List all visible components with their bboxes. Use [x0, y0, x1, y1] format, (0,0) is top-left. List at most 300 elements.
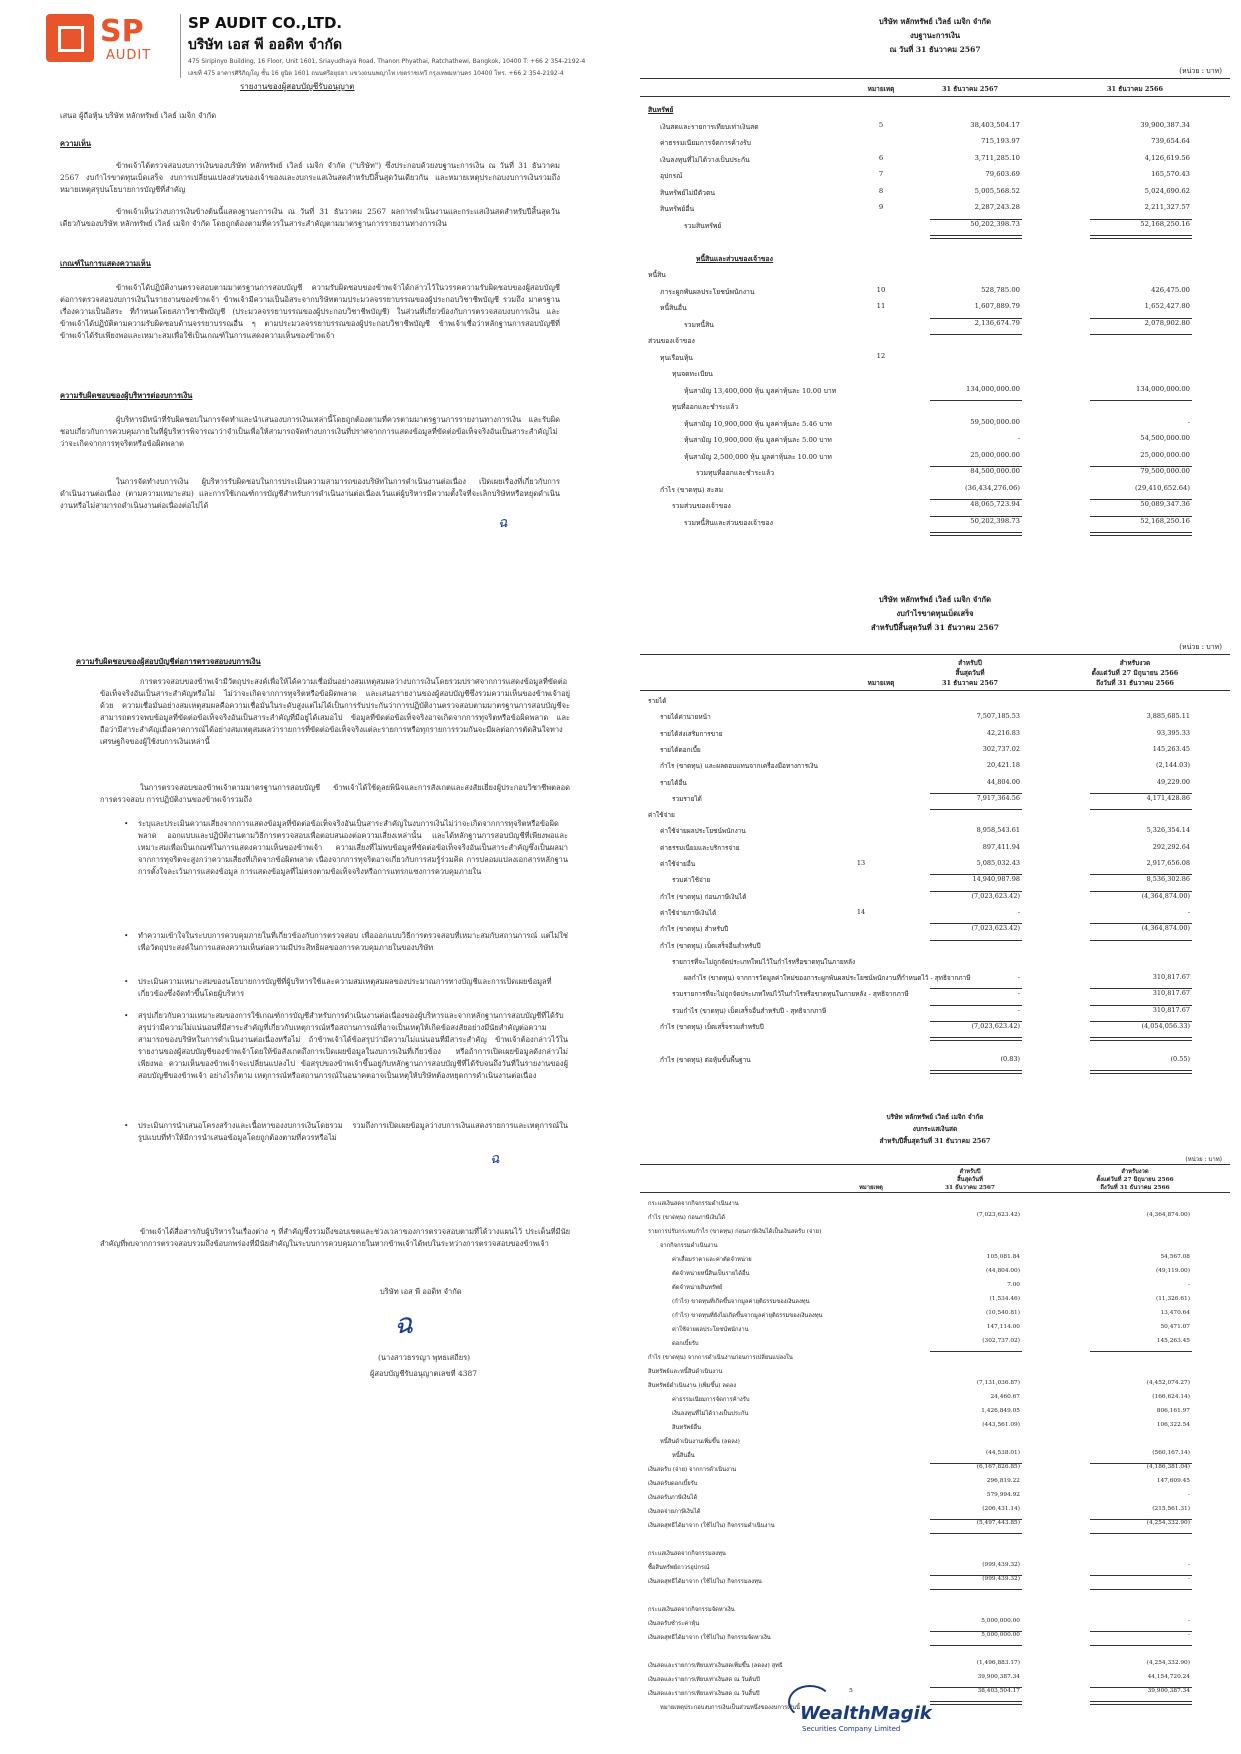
row-value-current: (7,023,623.42)	[971, 924, 1020, 933]
row-label: รวมส่วนของเจ้าของ	[672, 502, 731, 510]
row-value-prior: 147,609.45	[1156, 1478, 1190, 1484]
row-note: 12	[876, 351, 886, 360]
paragraph-opinion-1: ข้าพเจ้าได้ตรวจสอบงบการเงินของบริษัท หลักทรัพย์ เวิลธ์ เมจิก จำกัด ("บริษัท") ซึ่งประกอบด้วยงบฐานะการเงิน ณ วันที่ 31 ธันวาคม 2567 งบกำไรขาดทุนเบ็ดเสร็จ งบการเปลี่ยนแปลงส่วนของเจ้าของและงบกระแสเงินสดสำหรับปีสิ้นสุดวันเดียวกัน และหมายเหตุประกอบงบการเงินรวมถึงหมายเหตุสรุปนโยบายการบัญชีที่สำคัญ	[60, 161, 560, 194]
letterhead	[46, 14, 601, 84]
row-label: กำไร (ขาดทุน) ต่อหุ้นขั้นพื้นฐาน	[660, 1055, 751, 1064]
table-row	[640, 1268, 1230, 1280]
row-value-prior: -	[1188, 1576, 1190, 1582]
total-rule	[1090, 1070, 1192, 1074]
table-row	[640, 875, 1230, 887]
row-value-current: 7,507,185.53	[976, 712, 1020, 721]
row-value-prior: 145,263.45	[1156, 1338, 1190, 1344]
heading-opinion: ความเห็น	[60, 139, 92, 148]
cf-col1-c: 31 ธันวาคม 2567	[945, 1185, 995, 1191]
row-label: กำไร (ขาดทุน) ก่อนภาษีเงินได้	[648, 1215, 726, 1221]
balance-sheet-page	[640, 0, 1230, 560]
report-title: รายงานของผู้สอบบัญชีรับอนุญาต	[240, 82, 355, 91]
table-row	[640, 1352, 1230, 1364]
row-value-prior: (215,561.31)	[1152, 1506, 1190, 1512]
row-value-prior: 739,654.64	[1151, 137, 1190, 145]
table-row	[640, 843, 1230, 855]
row-value-prior: 426,475.00	[1151, 285, 1190, 294]
cf-col1-b: สิ้นสุดวันที่	[957, 1177, 983, 1183]
row-value-current: (44,538.01)	[985, 1450, 1020, 1456]
audit-report-page-1	[20, 0, 605, 640]
is-col2-c: ถึงวันที่ 31 ธันวาคม 2566	[1096, 679, 1174, 687]
row-label: เงินลงทุนที่ไม่ได้วางเป็นประกัน	[672, 1411, 749, 1417]
table-row	[640, 253, 1230, 265]
signature-company: บริษัท เอส พี ออดิท จำกัด	[380, 1287, 462, 1296]
cf-col-note: หมายเหตุ	[859, 1185, 883, 1191]
row-value-prior: 79,500,000.00	[1140, 467, 1190, 475]
row-label: เงินสดจ่ายภาษีเงินได้	[648, 1509, 701, 1515]
row-label: (กำไร) ขาดทุนที่เกิดขึ้นจากมูลค่ายุติธรรมของเงินลงทุน	[672, 1299, 810, 1305]
row-value-current: 38,403,504.17	[977, 1688, 1020, 1694]
table-row	[640, 203, 1230, 215]
row-label: สินทรัพย์อื่น	[660, 205, 695, 213]
row-value-current: 7.00	[1007, 1282, 1020, 1288]
row-value-prior: (166,624.14)	[1152, 1394, 1190, 1400]
table-row	[640, 745, 1230, 757]
row-value-current: (7,131,036.87)	[976, 1380, 1020, 1386]
table-row	[640, 1506, 1230, 1518]
row-label: กำไร (ขาดทุน) สะสม	[660, 485, 724, 494]
row-label: ค่าใช้จ่าย	[648, 811, 675, 820]
row-label: กำไร (ขาดทุน) จากการดำเนินงานก่อนการเปลี่ยนแปลงใน	[648, 1355, 793, 1361]
signature-license: ผู้สอบบัญชีรับอนุญาตเลขที่ 4387	[370, 1369, 478, 1378]
row-value-prior: 54,500,000.00	[1140, 434, 1190, 442]
row-note: 13	[856, 859, 866, 867]
row-label: เงินสดและรายการเทียบเท่าเงินสด ณ วันต้นปี	[648, 1677, 760, 1683]
row-value-current: 5,000,000.00	[981, 1632, 1020, 1638]
row-value-current: 79,603.69	[985, 170, 1020, 178]
table-row	[640, 794, 1230, 806]
row-label: ค่าธรรมเนียมและบริการจ่าย	[660, 843, 740, 852]
table-row	[640, 368, 1230, 380]
table-row	[640, 908, 1230, 920]
is-title: งบกำไรขาดทุนเบ็ดเสร็จ	[896, 609, 974, 618]
bs-header-rule-2	[640, 96, 1230, 97]
row-value-prior: 4,171,428.86	[1146, 793, 1190, 802]
row-value-current: (1,496,883.17)	[976, 1660, 1020, 1666]
row-value-prior: 39,900,387.34	[1147, 1688, 1190, 1694]
row-value-prior: 5,024,690.62	[1144, 186, 1190, 195]
row-label: อุปกรณ์	[660, 172, 683, 180]
table-row	[640, 1632, 1230, 1644]
row-value-current: 147,114.00	[986, 1324, 1020, 1330]
row-label: กำไร (ขาดทุน) และผลตอบแทนจากเครื่องมือทางการเงิน	[660, 762, 818, 771]
watermark-sub: Securities Company Limited	[802, 1725, 901, 1733]
row-value-current: 7,917,364.56	[976, 793, 1020, 802]
row-value-current: (7,023,623.42)	[976, 1212, 1020, 1218]
table-row	[640, 220, 1230, 232]
table-row	[640, 778, 1230, 790]
row-note: 5	[878, 120, 884, 129]
table-row	[640, 1038, 1230, 1050]
row-value-prior: -	[1188, 1492, 1190, 1498]
row-value-current: (5,497,443.85)	[976, 1520, 1020, 1526]
is-col-note: หมายเหตุ	[867, 679, 895, 687]
paragraph-basis: ข้าพเจ้าได้ปฏิบัติงานตรวจสอบตามมาตรฐานการสอบบัญชี ความรับผิดชอบของข้าพเจ้าได้กล่าวไว้ในวรรคความรับผิดชอบของผู้สอบบัญชีต่อการตรวจสอบงบการเงินในรายงานของข้าพเจ้า ข้าพเจ้ามีความเป็นอิสระจากบริษัทตามประมวลจรรยาบรรณของผู้ประกอบวิชาชีพบัญชี รวมถึง มาตรฐานเรื่องความเป็นอิสระ ที่กำหนดโดยสภาวิชาชีพบัญชี (ประมวลจรรยาบรรณของผู้ประกอบวิชาชีพบัญชี) ในส่วนที่เกี่ยวข้องกับการตรวจสอบงบการเงิน และข้าพเจ้าได้ปฏิบัติตามความรับผิดชอบด้านจรรยาบรรณอื่น ๆ ตามประมวลจรรยาบรรณของผู้ประกอบวิชาชีพบัญชี ข้าพเจ้าเชื่อว่าหลักฐานการสอบบัญชีที่ข้าพเจ้าได้รับเพียงพอและเหมาะสมเพื่อใช้เป็นเกณฑ์ในการแสดงความเห็นของข้าพเจ้า	[60, 283, 560, 340]
row-value-current: -	[1017, 989, 1020, 998]
row-label: กระแสเงินสดจากกิจกรรมลงทุน	[648, 1551, 726, 1557]
table-row	[640, 1324, 1230, 1336]
row-value-prior: (4,364,874.00)	[1141, 891, 1190, 900]
row-value-prior: -	[1188, 1282, 1190, 1288]
row-value-current: 50,202,398.73	[970, 219, 1020, 228]
table-row	[640, 418, 1230, 430]
row-value-current: 296,819.22	[986, 1478, 1020, 1484]
table-row	[640, 335, 1230, 347]
table-row	[640, 1618, 1230, 1630]
company-name-th: บริษัท เอส พี ออดิท จำกัด	[188, 37, 343, 53]
table-row	[640, 286, 1230, 298]
row-label: ตัดจำหน่ายสินทรัพย์	[672, 1285, 723, 1291]
row-label: สินทรัพย์และหนี้สินดำเนินงาน	[648, 1369, 723, 1375]
row-value-prior: 310,817.67	[1152, 989, 1190, 998]
row-value-current: 5,005,568.52	[974, 186, 1020, 195]
row-label: รวมค่าใช้จ่าย	[672, 876, 711, 885]
table-row	[640, 1198, 1230, 1210]
row-value-current: 134,000,000.00	[965, 384, 1020, 393]
row-value-current: 5,000,000.00	[981, 1618, 1020, 1624]
row-label: ส่วนของเจ้าของ	[648, 337, 695, 345]
row-value-prior: 44,154,720.24	[1147, 1674, 1190, 1680]
row-value-prior: (4,254,332.90)	[1146, 1660, 1190, 1666]
row-label: (กำไร) ขาดทุนที่ยังไม่เกิดขึ้นจากมูลค่ายุติธรรมของเงินลงทุน	[672, 1313, 823, 1319]
row-label: รายได้ค่านายหน้า	[660, 713, 711, 722]
row-value-prior: (49,119.00)	[1155, 1268, 1190, 1274]
table-row	[640, 1688, 1230, 1700]
row-label: รวมรายการที่จะไม่ถูกจัดประเภทใหม่ไว้ในกำไรหรือขาดทุนในภายหลัง - สุทธิจากภาษี	[672, 990, 909, 999]
row-label: ค่าธรรมเนียมการจัดการค้างรับ	[672, 1397, 750, 1403]
audit-bullet-4: • สรุปเกี่ยวกับความเหมาะสมของการใช้เกณฑ์การบัญชีสำหรับการดำเนินงานต่อเนื่องของผู้บริหารและจากหลักฐานการสอบบัญชีที่ได้รับ สรุปว่ามีความไม่แน่นอนที่มีสาระสำคัญที่เกี่ยวกับเหตุการณ์หรือสถานการณ์ที่อาจเป็นเหตุให้เกิดข้อสงสัยอย่างมีนัยสำคัญต่อความสามารถของบริษัทในการดำเนินงานต่อเนื่องหรือไม่ ถ้าข้าพเจ้าได้ข้อสรุปว่ามีความไม่แน่นอนที่มีสาระสำคัญ ข้าพเจ้าต้องกล่าวไว้ในรายงานของผู้สอบบัญชีของข้าพเจ้าโดยให้ข้อสังเกตถึงการเปิดเผยข้อมูลในงบการเงินที่เกี่ยวข้อง หรือถ้าการเปิดเผยข้อมูลดังกล่าวไม่เพียงพอ ความเห็นของข้าพเจ้าจะเปลี่ยนแปลงไป ข้อสรุปของข้าพเจ้าขึ้นอยู่กับหลักฐานการสอบบัญชีที่ได้รับจนถึงวันที่ในรายงานของผู้สอบบัญชีของข้าพเจ้า อย่างไรก็ตาม เหตุการณ์หรือสถานการณ์ในอนาคตอาจเป็นเหตุให้บริษัทต้องหยุดการดำเนินงานต่อเนื่อง	[138, 1010, 568, 1082]
row-label: เงินสดสุทธิได้มาจาก (ใช้ไปใน) กิจกรรมดำเนินงาน	[648, 1523, 775, 1529]
row-value-prior: (560,167.14)	[1152, 1450, 1190, 1456]
row-value-prior: (4,254,332.90)	[1146, 1520, 1190, 1526]
row-value-prior: 5,326,354.14	[1146, 826, 1190, 835]
cf-date: สำหรับปีสิ้นสุดวันที่ 31 ธันวาคม 2567	[879, 1137, 991, 1145]
row-value-prior: -	[1188, 1618, 1190, 1624]
row-label: หุ้นสามัญ 10,900,000 หุ้น มูลค่าหุ้นละ 5.00 บาท	[684, 436, 832, 444]
row-value-prior: -	[1187, 907, 1190, 916]
row-label: หนี้สินอื่น	[660, 304, 687, 312]
row-value-prior: 2,211,327.57	[1144, 203, 1190, 211]
signature-name: (นางสาวธรรญา พุทธเสถียร)	[378, 1353, 471, 1362]
table-row	[640, 892, 1230, 904]
cf-col2-b: ตั้งแต่วันที่ 27 มิถุนายน 2566	[1096, 1177, 1174, 1183]
row-value-current: 1,607,889.79	[974, 302, 1020, 310]
row-value-current: (0.83)	[1000, 1054, 1020, 1063]
is-col2-a: สำหรับงวด	[1119, 659, 1151, 667]
row-note: 10	[876, 285, 886, 294]
table-row	[640, 826, 1230, 838]
table-row	[640, 924, 1230, 936]
row-label: ค่าใช้จ่ายผลประโยชน์พนักงาน	[660, 827, 746, 836]
table-row	[640, 187, 1230, 199]
row-label: หนี้สินและส่วนของเจ้าของ	[696, 254, 773, 263]
row-value-current: 8,958,543.61	[976, 826, 1020, 835]
row-value-prior: 4,126,619.56	[1144, 153, 1190, 162]
row-label: เงินสดรับภาษีเงินได้	[648, 1495, 698, 1501]
row-value-prior: 49,229.00	[1156, 777, 1190, 786]
row-value-prior: -	[1187, 417, 1190, 426]
row-value-current: 3,711,285.10	[974, 153, 1020, 162]
logo-audit-text: AUDIT	[106, 48, 152, 63]
row-value-current: -	[1017, 1005, 1020, 1014]
row-value-current: 20,421.18	[986, 761, 1020, 770]
row-value-current: -	[1017, 907, 1020, 916]
row-label: ดอกเบี้ยรับ	[672, 1341, 699, 1347]
table-row	[640, 761, 1230, 773]
cf-title: งบกระแสเงินสด	[912, 1125, 958, 1133]
table-row	[640, 517, 1230, 529]
row-label: กำไร (ขาดทุน) เบ็ดเสร็จอื่นสำหรับปี	[660, 941, 761, 950]
table-row	[640, 696, 1230, 708]
row-value-prior: 106,322.54	[1156, 1422, 1190, 1428]
row-label: สินทรัพย์อื่น	[672, 1425, 702, 1431]
table-row	[640, 1478, 1230, 1490]
row-value-prior: (2,144.03)	[1155, 761, 1190, 770]
is-col2-b: ตั้งแต่วันที่ 27 มิถุนายน 2566	[1091, 669, 1179, 677]
row-value-current: 59,500,000.00	[970, 417, 1020, 426]
row-value-current: (44,804.00)	[985, 1268, 1020, 1274]
row-label: รายได้ดอกเบี้ย	[660, 745, 701, 754]
row-value-current: 38,403,504.17	[970, 120, 1020, 129]
cf-col2-c: ถึงวันที่ 31 ธันวาคม 2566	[1100, 1185, 1170, 1191]
table-row	[640, 1534, 1230, 1546]
table-row	[640, 500, 1230, 512]
row-value-prior: (4,364,874.00)	[1146, 1212, 1190, 1218]
table-row	[640, 1022, 1230, 1034]
row-label: เงินสดสุทธิได้มาจาก (ใช้ไปใน) กิจกรรมลงทุน	[648, 1579, 762, 1585]
row-value-prior: (4,452,074.27)	[1146, 1380, 1190, 1386]
bs-unit: (หน่วย : บาท)	[1179, 67, 1222, 75]
is-company: บริษัท หลักทรัพย์ เวิลธ์ เมจิก จำกัด	[879, 595, 991, 604]
row-value-prior: 2,078,902.80	[1144, 318, 1190, 327]
row-value-current: 715,193.97	[981, 137, 1020, 145]
row-value-current: 302,737.02	[982, 744, 1020, 753]
row-label: สินทรัพย์ไม่มีตัวตน	[660, 188, 716, 197]
table-row	[640, 302, 1230, 314]
table-row	[640, 973, 1230, 985]
row-value-current: 105,081.84	[986, 1254, 1020, 1260]
table-row	[640, 319, 1230, 331]
row-label: หมายเหตุประกอบงบการเงินเป็นส่วนหนึ่งของงบการเงินนี้	[660, 1705, 800, 1711]
bs-company: บริษัท หลักทรัพย์ เวิลธ์ เมจิก จำกัด	[879, 17, 991, 26]
row-value-current: (7,023,623.42)	[971, 1022, 1020, 1030]
is-col1-b: สิ้นสุดวันที่	[955, 669, 985, 677]
row-value-prior: 310,817.67	[1152, 1005, 1190, 1014]
cf-col1-a: สำหรับปี	[959, 1169, 981, 1175]
paragraph-management-1: ผู้บริหารมีหน้าที่รับผิดชอบในการจัดทำและนำเสนองบการเงินเหล่านี้โดยถูกต้องตามที่ควรตามมาตรฐานการรายงานทางการเงิน และรับผิดชอบเกี่ยวกับการควบคุมภายในที่ผู้บริหารพิจารณาว่าจำเป็นเพื่อให้สามารถจัดทำงบการเงินที่ปราศจากการแสดงข้อมูลที่ขัดต่อข้อเท็จจริงอันเป็นสาระสำคัญไม่ว่าจะเกิดจากการทุจริตหรือข้อผิดพลาด	[60, 415, 560, 448]
row-value-prior: 165,570.43	[1151, 170, 1190, 178]
row-label: รวมหนี้สินและส่วนของเจ้าของ	[684, 518, 773, 527]
is-header-rule-2	[640, 690, 1230, 691]
row-note: 5	[849, 1688, 853, 1694]
table-row	[640, 1590, 1230, 1602]
row-value-current: 897,411.94	[982, 842, 1020, 851]
heading-management: ความรับผิดชอบของผู้บริหารต่องบการเงิน	[60, 391, 193, 400]
row-label: เงินสดและรายการเทียบเท่าเงินสด ณ วันสิ้นปี	[648, 1691, 760, 1697]
row-label: ตัดจำหน่ายหนี้สินเป็นรายได้อื่น	[672, 1271, 750, 1277]
table-row	[640, 434, 1230, 446]
table-row	[640, 1436, 1230, 1448]
row-label: รวมสินทรัพย์	[684, 221, 722, 230]
row-value-current: -	[1017, 434, 1020, 442]
row-label: รายได้	[648, 697, 667, 705]
row-value-current: 14,940,987.98	[972, 875, 1020, 884]
table-row	[640, 1296, 1230, 1308]
cf-header-rule-2	[640, 1192, 1230, 1193]
row-value-prior: 54,567.08	[1160, 1254, 1190, 1260]
row-label: หุ้นสามัญ 10,900,000 หุ้น มูลค่าหุ้นละ 5.46 บาท	[684, 419, 832, 428]
row-value-current: 24,460.67	[990, 1394, 1020, 1400]
bs-col-2567: 31 ธันวาคม 2567	[941, 85, 998, 93]
table-row	[640, 1380, 1230, 1392]
paragraph-management-2: ในการจัดทำงบการเงิน ผู้บริหารรับผิดชอบในการประเมินความสามารถของบริษัทในการดำเนินงานต่อเนื่อง เปิดเผยเรื่องที่เกี่ยวกับการดำเนินงานต่อเนื่อง (ตามความเหมาะสม) และการใช้เกณฑ์การบัญชีสำหรับการดำเนินงานต่อเนื่องเว้นแต่ผู้บริหารมีความตั้งใจที่จะเลิกบริษัทหรือหยุดดำเนินงานหรือไม่สามารถดำเนินงานต่อเนื่องต่อไปได้	[60, 477, 560, 510]
row-value-prior: 3,885,685.11	[1146, 712, 1190, 721]
row-note: 7	[878, 170, 884, 178]
row-value-prior: (4,364,874.00)	[1141, 924, 1190, 933]
row-value-current: 42,216.83	[986, 728, 1020, 737]
row-label: จากกิจกรรมดำเนินงาน	[660, 1243, 718, 1249]
table-row	[640, 451, 1230, 463]
row-value-current: 44,804.00	[986, 777, 1020, 786]
row-value-prior: 50,089,347.36	[1140, 500, 1190, 508]
row-value-prior: (0.55)	[1170, 1054, 1190, 1063]
total-rule	[930, 532, 1022, 536]
logo-sp-text: SP	[100, 14, 144, 49]
row-label: หุ้นสามัญ 2,500,000 หุ้น มูลค่าหุ้นละ 10.00 บาท	[684, 452, 832, 461]
is-unit: (หน่วย : บาท)	[1179, 643, 1222, 651]
row-value-prior: 13,470.64	[1160, 1310, 1190, 1316]
heading-auditor-responsibility: ความรับผิดชอบของผู้สอบบัญชีต่อการตรวจสอบงบการเงิน	[76, 657, 261, 666]
heading-basis: เกณฑ์ในการแสดงความเห็น	[60, 259, 151, 268]
row-label: กำไร (ขาดทุน) ก่อนภาษีเงินได้	[660, 892, 747, 901]
row-value-current: (10,540.81)	[985, 1310, 1020, 1316]
company-name-en: SP AUDIT CO.,LTD.	[188, 14, 343, 32]
table-row	[640, 712, 1230, 724]
row-value-prior: 1,652,427.80	[1144, 302, 1190, 310]
row-label: ซื้อสินทรัพย์ถาวรอุปกรณ์	[648, 1565, 710, 1571]
row-label: รวมกำไร (ขาดทุน) เบ็ดเสร็จอื่นสำหรับปี - สุทธิจากภาษี	[672, 1006, 827, 1015]
row-label: รายได้อื่น	[660, 778, 687, 787]
table-row	[640, 1006, 1230, 1018]
table-row	[640, 1576, 1230, 1588]
row-value-prior: 52,168,250.16	[1140, 516, 1190, 525]
row-value-current: 25,000,000.00	[970, 450, 1020, 459]
watermark-brand: WealthMagik	[800, 1703, 932, 1724]
row-note: 14	[856, 907, 866, 916]
is-header-rule	[640, 654, 1230, 655]
row-label: กำไร (ขาดทุน) เบ็ดเสร็จรวมสำหรับปี	[660, 1023, 764, 1031]
row-value-current: 5,085,032.43	[976, 859, 1020, 867]
row-value-current: (7,023,623.42)	[971, 891, 1020, 900]
table-row	[640, 385, 1230, 397]
letterhead-divider	[180, 14, 181, 78]
row-value-current: 528,785.00	[981, 285, 1020, 294]
row-label: หนี้สินดำเนินงานเพิ่มขึ้น (ลดลง)	[660, 1439, 740, 1445]
bs-title: งบฐานะการเงิน	[909, 31, 961, 40]
row-label: เงินสดรับดอกเบี้ยรับ	[648, 1481, 698, 1487]
row-label: ทุนเรือนหุ้น	[660, 353, 693, 362]
audit-report-page-2	[20, 640, 605, 1440]
paragraph-opinion-2: ข้าพเจ้าเห็นว่างบการเงินข้างต้นนี้แสดงฐานะการเงิน ณ วันที่ 31 ธันวาคม 2567 ผลการดำเนินงานและกระแสเงินสดสำหรับปีสิ้นสุดวันเดียวกันของบริษัท หลักทรัพย์ เวิลธ์ เมจิก จำกัด โดยถูกต้องตามที่ควรในสาระสำคัญตามมาตรฐานการรายงานทางการเงิน	[60, 207, 560, 228]
paragraph-auditor-2: ในการตรวจสอบของข้าพเจ้าตามมาตรฐานการสอบบัญชี ข้าพเจ้าได้ใช้ดุลยพินิจและการสังเกตและสงสัยเยี่ยงผู้ประกอบวิชาชีพตลอดการตรวจสอบ การปฏิบัติงานของข้าพเจ้ารวมถึง	[100, 783, 570, 804]
row-value-current: 2,136,674.79	[974, 318, 1020, 327]
row-label: ผลกำไร (ขาดทุน) จากการวัดมูลค่าใหม่ของภาระผูกพันผลประโยชน์พนักงานที่กำหนดไว้ - สุทธิจากภาษี	[684, 974, 971, 983]
row-value-current: (6,167,826.85)	[976, 1464, 1020, 1470]
table-row	[640, 467, 1230, 479]
row-value-current: 50,202,398.73	[970, 516, 1020, 525]
table-row	[640, 1212, 1230, 1224]
table-row	[640, 1055, 1230, 1067]
row-note: 11	[876, 302, 886, 310]
row-value-current: (302,737.02)	[982, 1338, 1020, 1344]
row-value-current: (36,434,276.06)	[964, 483, 1020, 492]
table-row	[640, 1240, 1230, 1252]
table-row	[640, 401, 1230, 413]
table-row	[640, 1226, 1230, 1238]
paragraph-auditor-1: การตรวจสอบของข้าพเจ้ามีวัตถุประสงค์เพื่อให้ได้ความเชื่อมั่นอย่างสมเหตุสมผลว่างบการเงินโดยรวมปราศจากการแสดงข้อมูลที่ขัดต่อข้อเท็จจริงอันเป็นสาระสำคัญหรือไม่ ไม่ว่าจะเกิดจากการทุจริตหรือข้อผิดพลาด และเสนอรายงานของผู้สอบบัญชีซึ่งรวมความเห็นของข้าพเจ้าอยู่ด้วย ความเชื่อมั่นอย่างสมเหตุสมผลคือความเชื่อมั่นในระดับสูงแต่ไม่ได้เป็นการรับประกันว่าการปฏิบัติงานตรวจสอบตามมาตรฐานการสอบบัญชีจะสามารถตรวจพบข้อมูลที่ขัดต่อข้อเท็จจริงอันเป็นสาระสำคัญที่มีอยู่ได้เสมอไป ข้อมูลที่ขัดต่อข้อเท็จจริงอาจเกิดจากการทุจริตหรือข้อผิดพลาด และถือว่ามีสาระสำคัญเมื่อคาดการณ์ได้อย่างสมเหตุสมผลว่ารายการที่ขัดต่อข้อเท็จจริงแต่ละรายการหรือทุกรายการรวมกันจะมีผลต่อการตัดสินใจทางเศรษฐกิจของผู้ใช้งบการเงินเหล่านี้	[100, 677, 570, 746]
report-addressee: เสนอ ผู้ถือหุ้น บริษัท หลักทรัพย์ เวิลธ์ เมจิก จำกัด	[60, 111, 217, 120]
table-row	[640, 941, 1230, 953]
row-value-current: 39,900,387.34	[977, 1674, 1020, 1680]
row-value-current: (206,431.14)	[982, 1506, 1020, 1512]
row-value-prior: 25,000,000.00	[1140, 450, 1190, 459]
row-value-prior: 292,292.64	[1152, 842, 1190, 851]
row-value-prior: 52,168,250.16	[1140, 219, 1190, 228]
table-row	[640, 1660, 1230, 1672]
table-row	[640, 352, 1230, 364]
row-value-current: 2,287,243.28	[974, 203, 1020, 211]
wealthmagik-watermark	[788, 1685, 932, 1745]
bs-date: ณ วันที่ 31 ธันวาคม 2567	[889, 45, 981, 54]
table-row	[640, 957, 1230, 969]
auditor-signature: ฉ	[394, 1307, 414, 1340]
row-value-current: -	[1017, 973, 1020, 982]
row-label: รายการปรับกระทบกำไร (ขาดทุน) ก่อนภาษีเงินได้เป็นเงินสดรับ (จ่าย)	[648, 1229, 822, 1235]
row-value-prior: (4,054,056.33)	[1141, 1022, 1190, 1030]
row-label: ค่าใช้จ่ายอื่น	[660, 860, 696, 868]
row-label: กระแสเงินสดจากกิจกรรมดำเนินงาน	[648, 1201, 739, 1207]
row-label: ค่าใช้จ่ายภาษีเงินได้	[660, 908, 717, 917]
row-label: เงินลงทุนที่ไม่ได้วางเป็นประกัน	[660, 155, 750, 164]
table-row	[640, 269, 1230, 281]
row-value-current: 579,994.92	[986, 1492, 1020, 1498]
row-value-prior: 310,817.67	[1152, 973, 1190, 982]
table-row	[640, 236, 1230, 248]
row-label: เงินสดสุทธิได้มาจาก (ใช้ไปใน) กิจกรรมจัดหาเงิน	[648, 1635, 771, 1641]
row-label: กำไร (ขาดทุน) สำหรับปี	[660, 925, 729, 934]
table-row	[640, 1674, 1230, 1686]
table-row	[640, 104, 1230, 116]
row-value-prior: 145,263.45	[1152, 744, 1190, 753]
table-row	[640, 1548, 1230, 1560]
row-label: รวมรายได้	[672, 794, 702, 803]
bs-header-rule	[640, 78, 1230, 79]
table-row	[640, 121, 1230, 133]
row-value-current: (999,439.32)	[982, 1576, 1020, 1582]
total-rule	[1090, 532, 1192, 536]
table-row	[640, 137, 1230, 149]
cf-company: บริษัท หลักทรัพย์ เวิลธ์ เมจิก จำกัด	[886, 1113, 984, 1121]
table-row	[640, 484, 1230, 496]
row-label: ค่าเสื่อมราคาและค่าตัดจำหน่าย	[672, 1257, 752, 1263]
table-row	[640, 729, 1230, 741]
row-value-current: 1,426,849.05	[981, 1408, 1020, 1414]
